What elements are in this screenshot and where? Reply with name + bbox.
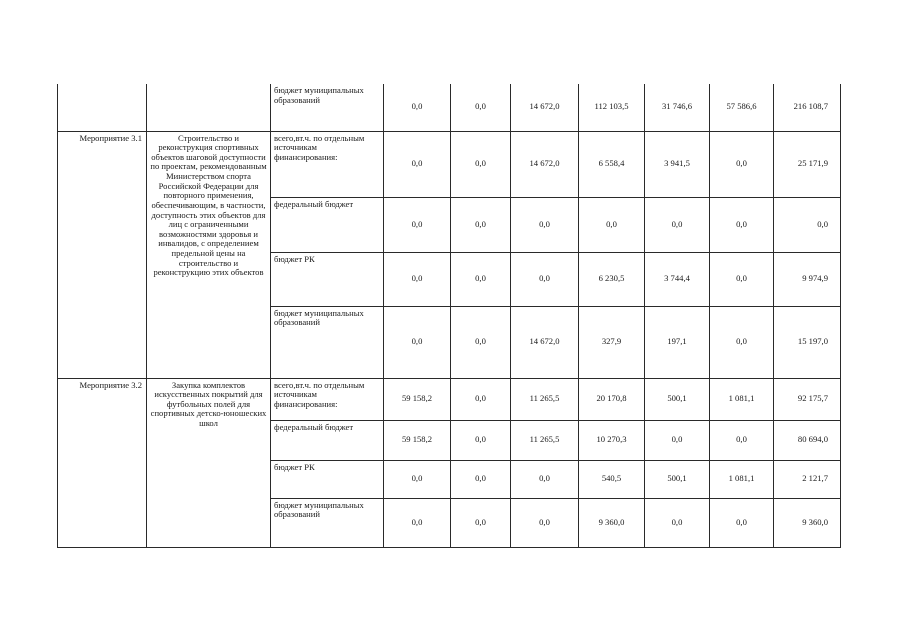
value-cell: 0,0 [710,197,774,252]
value-cell: 500,1 [645,378,710,420]
value-cell: 0,0 [451,84,511,131]
value-cell: 0,0 [451,306,511,378]
description-cell: Строительство и реконструкция спортивных объектов шаговой доступности по проектам, рекомендованным Министерством спорта Российской Федерации для повторного применения, обеспечивающим, в частности, доступность этих объектов для лиц с ограниченными возможностями здоровья и инвалидов, с определением предельной цены на строительство и реконструкцию этих объектов [147,131,271,378]
value-cell: 0,0 [710,420,774,460]
value-cell: 216 108,7 [774,84,841,131]
event-cell [58,84,147,131]
value-cell: 0,0 [451,420,511,460]
value-cell: 6 558,4 [579,131,645,197]
value-cell: 2 121,7 [774,460,841,498]
value-cell: 0,0 [511,498,579,547]
value-cell: 0,0 [645,498,710,547]
value-cell: 57 586,6 [710,84,774,131]
value-cell: 15 197,0 [774,306,841,378]
value-cell: 10 270,3 [579,420,645,460]
value-cell: 500,1 [645,460,710,498]
value-cell: 9 360,0 [579,498,645,547]
value-cell: 9 974,9 [774,252,841,306]
value-cell: 0,0 [645,420,710,460]
value-cell: 0,0 [384,498,451,547]
value-cell: 59 158,2 [384,420,451,460]
table-row [58,84,841,131]
value-cell: 0,0 [384,252,451,306]
value-cell: 0,0 [451,460,511,498]
source-cell: бюджет РК [271,252,384,306]
source-cell: всего,вт.ч. по отдельным источникам финансирования: [271,378,384,420]
value-cell: 327,9 [579,306,645,378]
value-cell: 80 694,0 [774,420,841,460]
value-cell: 11 265,5 [511,420,579,460]
value-cell: 9 360,0 [774,498,841,547]
value-cell: 1 081,1 [710,460,774,498]
description-cell: Закупка комплектов искусственных покрытий для футбольных полей для спортивных детско-юношеских школ [147,378,271,547]
table-row [58,131,841,197]
value-cell: 0,0 [384,197,451,252]
value-cell: 0,0 [579,197,645,252]
source-cell: всего,вт.ч. по отдельным источникам финансирования: [271,131,384,197]
value-cell: 0,0 [451,378,511,420]
value-cell: 11 265,5 [511,378,579,420]
value-cell: 0,0 [451,252,511,306]
budget-table [57,84,841,548]
source-cell: бюджет муниципальных образований [271,306,384,378]
value-cell: 0,0 [710,252,774,306]
value-cell: 3 744,4 [645,252,710,306]
source-cell: бюджет муниципальных образований [271,84,384,131]
event-cell: Мероприятие 3.2 [58,378,147,547]
value-cell: 0,0 [511,252,579,306]
value-cell: 20 170,8 [579,378,645,420]
description-cell [147,84,271,131]
source-cell: бюджет РК [271,460,384,498]
event-cell: Мероприятие 3.1 [58,131,147,378]
value-cell: 14 672,0 [511,84,579,131]
value-cell: 0,0 [710,498,774,547]
value-cell: 14 672,0 [511,131,579,197]
value-cell: 0,0 [384,84,451,131]
value-cell: 92 175,7 [774,378,841,420]
value-cell: 31 746,6 [645,84,710,131]
value-cell: 0,0 [384,460,451,498]
value-cell: 0,0 [511,460,579,498]
value-cell: 0,0 [710,306,774,378]
value-cell: 540,5 [579,460,645,498]
value-cell: 0,0 [774,197,841,252]
source-cell: федеральный бюджет [271,197,384,252]
source-cell: федеральный бюджет [271,420,384,460]
value-cell: 6 230,5 [579,252,645,306]
table-row [58,378,841,420]
value-cell: 0,0 [710,131,774,197]
value-cell: 0,0 [511,197,579,252]
value-cell: 59 158,2 [384,378,451,420]
value-cell: 0,0 [451,498,511,547]
source-cell: бюджет муниципальных образований [271,498,384,547]
value-cell: 0,0 [645,197,710,252]
value-cell: 0,0 [384,306,451,378]
value-cell: 0,0 [451,197,511,252]
value-cell: 0,0 [451,131,511,197]
value-cell: 14 672,0 [511,306,579,378]
value-cell: 112 103,5 [579,84,645,131]
value-cell: 197,1 [645,306,710,378]
value-cell: 3 941,5 [645,131,710,197]
value-cell: 0,0 [384,131,451,197]
value-cell: 25 171,9 [774,131,841,197]
value-cell: 1 081,1 [710,378,774,420]
